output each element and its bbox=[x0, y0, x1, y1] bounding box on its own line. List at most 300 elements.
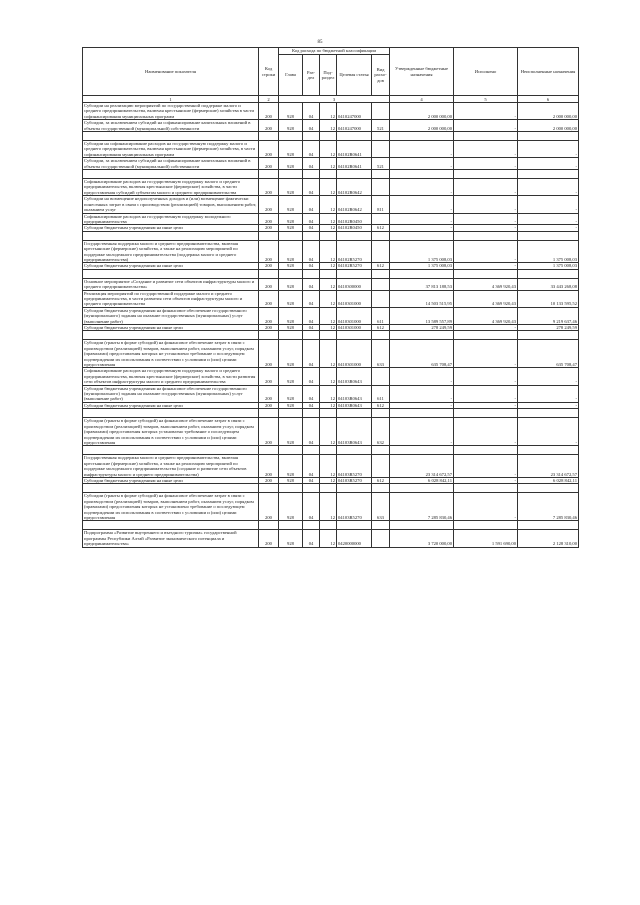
spacer-cell bbox=[259, 446, 279, 455]
spacer-cell bbox=[279, 231, 303, 240]
spacer-cell bbox=[390, 331, 454, 340]
razdel-code: 04 bbox=[303, 225, 320, 231]
spacer-cell bbox=[390, 170, 454, 179]
table-row bbox=[83, 158, 579, 170]
approved-amount: - bbox=[390, 213, 454, 225]
table-row bbox=[83, 493, 579, 521]
header-executed: Исполнено bbox=[454, 48, 518, 96]
spacer-cell bbox=[279, 446, 303, 455]
spacer-cell bbox=[279, 269, 303, 278]
row-code: 200 bbox=[259, 141, 279, 158]
row-code: 200 bbox=[259, 325, 279, 331]
target-article: 04102R5270 bbox=[337, 263, 372, 269]
unexecuted-amount: 9 219 637,46 bbox=[518, 307, 579, 324]
executed-amount: - bbox=[454, 158, 518, 170]
row-code: 200 bbox=[259, 263, 279, 269]
spacer-cell bbox=[454, 446, 518, 455]
executed-amount: - bbox=[454, 340, 518, 368]
razdel-code: 04 bbox=[303, 263, 320, 269]
spacer-cell bbox=[337, 521, 372, 530]
podrazdel-code: 12 bbox=[320, 385, 337, 402]
razdel-code: 04 bbox=[303, 307, 320, 324]
indicator-name: Субсидии (гранты в форме субсидий) на финансовое обеспечение затрат в связи с производством (реализацией) товаров, выполнением работ, оказанием услуг, порядком (правилами) предоставления которых не установлено требование о последующем подтверждении их использования в соответствии с условиями и (или) целями предоставления bbox=[83, 493, 259, 521]
unexecuted-amount: 2 000 000,00 bbox=[518, 103, 579, 120]
spacer-cell bbox=[390, 132, 454, 141]
unexecuted-amount: 635 708,47 bbox=[518, 340, 579, 368]
spacer-cell bbox=[372, 446, 390, 455]
spacer-cell bbox=[279, 170, 303, 179]
approved-amount: 23 314 672,57 bbox=[390, 455, 454, 478]
spacer-cell bbox=[372, 521, 390, 530]
expense-type: 632 bbox=[372, 418, 390, 446]
approved-amount: 1 375 008,03 bbox=[390, 263, 454, 269]
glava-code: 928 bbox=[279, 385, 303, 402]
indicator-name: Государственная поддержка малого и среднего предпринимательства, включая крестьянские (фермерские) хозяйства, а также на реализацию мероприятий по поддержке молодежного предпринимательства (поддержка малого и среднего предпринимательства) bbox=[83, 240, 259, 263]
indicator-name: Реализация мероприятий по государственной поддержке малого и среднего предпринимательства, в части развития сети объектов инфраструктуры малого и среднего предпринимательства bbox=[83, 290, 259, 307]
spacer-cell bbox=[390, 231, 454, 240]
spacer-cell bbox=[259, 521, 279, 530]
spacer-cell bbox=[303, 521, 320, 530]
spacer-cell bbox=[320, 446, 337, 455]
table-row bbox=[83, 368, 579, 385]
spacer-cell bbox=[518, 409, 579, 418]
razdel-code: 04 bbox=[303, 196, 320, 213]
target-article: 0410301000 bbox=[337, 340, 372, 368]
approved-amount: 635 708,47 bbox=[390, 340, 454, 368]
glava-code: 928 bbox=[279, 179, 303, 196]
razdel-code: 04 bbox=[303, 477, 320, 483]
unexecuted-amount: 2 128 310,00 bbox=[518, 530, 579, 547]
expense-type bbox=[372, 278, 390, 290]
podrazdel-code: 12 bbox=[320, 455, 337, 478]
target-article: 04102R0450 bbox=[337, 225, 372, 231]
target-article: 04102R0450 bbox=[337, 213, 372, 225]
podrazdel-code: 12 bbox=[320, 196, 337, 213]
indicator-name: Софинансирование расходов на государственную поддержку малого и среднего предпринимательства, включая крестьянские (фермерские) хозяйства, в части предоставления субсидий субъектам малого и среднего предпринимательства bbox=[83, 179, 259, 196]
target-article: 04103R0643 bbox=[337, 368, 372, 385]
unexecuted-amount: - bbox=[518, 213, 579, 225]
spacer-cell bbox=[83, 484, 259, 493]
target-article: 04103R5270 bbox=[337, 477, 372, 483]
header-approved: Утвержденные бюджетные назначения bbox=[390, 48, 454, 96]
razdel-code: 04 bbox=[303, 455, 320, 478]
spacer-cell bbox=[390, 446, 454, 455]
target-article: 04103R0643 bbox=[337, 402, 372, 408]
spacer-row bbox=[83, 409, 579, 418]
spacer-cell bbox=[303, 269, 320, 278]
podrazdel-code: 12 bbox=[320, 418, 337, 446]
razdel-code: 04 bbox=[303, 103, 320, 120]
razdel-code: 04 bbox=[303, 493, 320, 521]
glava-code: 928 bbox=[279, 141, 303, 158]
header-target-article: Целевая статья bbox=[337, 55, 372, 96]
expense-type bbox=[372, 240, 390, 263]
expense-type bbox=[372, 213, 390, 225]
unexecuted-amount: - bbox=[518, 179, 579, 196]
header-unexecuted: Неисполненные назначения bbox=[518, 48, 579, 96]
target-article: 04102R0641 bbox=[337, 141, 372, 158]
row-code: 200 bbox=[259, 103, 279, 120]
spacer-cell bbox=[259, 409, 279, 418]
indicator-name: Субсидии бюджетным учреждениям на финансовое обеспечение государственного (муниципального) задания на оказание государственных (муниципальных) услуг (выполнение работ) bbox=[83, 385, 259, 402]
razdel-code: 04 bbox=[303, 418, 320, 446]
approved-amount: - bbox=[390, 158, 454, 170]
spacer-cell bbox=[303, 231, 320, 240]
unexecuted-amount: 1 375 008,03 bbox=[518, 240, 579, 263]
spacer-row bbox=[83, 132, 579, 141]
spacer-cell bbox=[279, 409, 303, 418]
column-number: 1 bbox=[83, 96, 259, 103]
approved-amount: - bbox=[390, 179, 454, 196]
podrazdel-code: 12 bbox=[320, 225, 337, 231]
header-row-code: Код строки bbox=[259, 48, 279, 96]
row-code: 200 bbox=[259, 213, 279, 225]
executed-amount: - bbox=[454, 179, 518, 196]
table-row bbox=[83, 141, 579, 158]
podrazdel-code: 12 bbox=[320, 158, 337, 170]
spacer-cell bbox=[518, 231, 579, 240]
expense-type: 521 bbox=[372, 120, 390, 132]
spacer-row bbox=[83, 484, 579, 493]
table-row bbox=[83, 385, 579, 402]
glava-code: 928 bbox=[279, 263, 303, 269]
glava-code: 928 bbox=[279, 340, 303, 368]
target-article: 04102R0642 bbox=[337, 179, 372, 196]
unexecuted-amount: - bbox=[518, 225, 579, 231]
approved-amount: - bbox=[390, 385, 454, 402]
spacer-cell bbox=[303, 484, 320, 493]
row-code: 200 bbox=[259, 307, 279, 324]
indicator-name: Субсидии на возмещение недополученных доходов и (или) возмещение фактически понесенных затрат в связи с производством (реализацией) товаров, выполнением работ, оказанием услуг bbox=[83, 196, 259, 213]
indicator-name: Субсидии, за исключением субсидий на софинансирование капитальных вложений в объекты государственной (муниципальной) собственности bbox=[83, 120, 259, 132]
podrazdel-code: 12 bbox=[320, 290, 337, 307]
unexecuted-amount: 33 443 268,08 bbox=[518, 278, 579, 290]
indicator-name: Субсидии бюджетным учреждениям на финансовое обеспечение государственного (муниципального) задания на оказание государственных (муниципальных) услуг (выполнение работ) bbox=[83, 307, 259, 324]
expense-type: 612 bbox=[372, 263, 390, 269]
spacer-cell bbox=[454, 132, 518, 141]
column-number: 6 bbox=[518, 96, 579, 103]
glava-code: 928 bbox=[279, 402, 303, 408]
indicator-name: Субсидии (гранты в форме субсидий) на финансовое обеспечение затрат в связи с производством (реализацией) товаров, выполнением работ, оказанием услуг, порядком (правилами) предоставления которых установлено требование о последующем подтверждении их использования в соответствии с условиями и (или) целями предоставления bbox=[83, 418, 259, 446]
unexecuted-amount: - bbox=[518, 368, 579, 385]
spacer-cell bbox=[320, 231, 337, 240]
indicator-name: Субсидии (гранты в форме субсидий) на финансовое обеспечение затрат в связи с производством (реализацией) товаров, выполнением работ, оказанием услуг, порядком (правилами) предоставления которых не установлено требование о последующем подтверждении их использования в соответствии с условиями и (или) целями предоставления bbox=[83, 340, 259, 368]
spacer-cell bbox=[320, 170, 337, 179]
unexecuted-amount: 1 375 008,03 bbox=[518, 263, 579, 269]
podrazdel-code: 12 bbox=[320, 141, 337, 158]
spacer-cell bbox=[320, 521, 337, 530]
spacer-cell bbox=[390, 269, 454, 278]
target-article: 04102R0642 bbox=[337, 196, 372, 213]
approved-amount: 278 249,59 bbox=[390, 325, 454, 331]
target-article: 0410301000 bbox=[337, 290, 372, 307]
indicator-name: Субсидии бюджетным учреждениям на иные цели bbox=[83, 225, 259, 231]
executed-amount: 4 369 920,43 bbox=[454, 307, 518, 324]
spacer-cell bbox=[337, 484, 372, 493]
column-number: 4 bbox=[390, 96, 454, 103]
expense-type bbox=[372, 455, 390, 478]
table-row bbox=[83, 530, 579, 547]
spacer-cell bbox=[279, 521, 303, 530]
glava-code: 928 bbox=[279, 196, 303, 213]
spacer-cell bbox=[337, 170, 372, 179]
expense-type bbox=[372, 290, 390, 307]
spacer-cell bbox=[303, 132, 320, 141]
approved-amount: 3 720 000,00 bbox=[390, 530, 454, 547]
spacer-cell bbox=[454, 231, 518, 240]
executed-amount: - bbox=[454, 402, 518, 408]
glava-code: 928 bbox=[279, 290, 303, 307]
target-article: 04102R5270 bbox=[337, 240, 372, 263]
razdel-code: 04 bbox=[303, 368, 320, 385]
spacer-cell bbox=[83, 409, 259, 418]
unexecuted-amount: 7 285 830,46 bbox=[518, 493, 579, 521]
executed-amount: - bbox=[454, 368, 518, 385]
target-article: 04103R5270 bbox=[337, 455, 372, 478]
row-code: 200 bbox=[259, 240, 279, 263]
spacer-cell bbox=[337, 132, 372, 141]
header-glava: Глава bbox=[279, 55, 303, 96]
spacer-cell bbox=[372, 484, 390, 493]
indicator-name: Государственная поддержка малого и среднего предпринимательства, включая крестьянские (фермерские) хозяйства, а также на реализацию мероприятий по поддержке молодежного предпринимательства (создание и развитие сети объектов инфраструктуры малого и среднего предпринимательства) bbox=[83, 455, 259, 478]
executed-amount: - bbox=[454, 455, 518, 478]
executed-amount: - bbox=[454, 477, 518, 483]
expense-type: 633 bbox=[372, 340, 390, 368]
razdel-code: 04 bbox=[303, 120, 320, 132]
executed-amount: - bbox=[454, 103, 518, 120]
table-row bbox=[83, 196, 579, 213]
indicator-name: Субсидии бюджетным учреждениям на иные цели bbox=[83, 263, 259, 269]
row-code: 200 bbox=[259, 418, 279, 446]
target-article: 04103R0643 bbox=[337, 418, 372, 446]
table-row bbox=[83, 340, 579, 368]
table-row bbox=[83, 455, 579, 478]
glava-code: 928 bbox=[279, 530, 303, 547]
unexecuted-amount: 2 000 000,00 bbox=[518, 120, 579, 132]
spacer-cell bbox=[83, 446, 259, 455]
unexecuted-amount: - bbox=[518, 385, 579, 402]
indicator-name: Подпрограмма «Развитие внутреннего и въездного туризма» государственной программы Республики Алтай «Развитие экономического потенциала и предпринимательства» bbox=[83, 530, 259, 547]
row-code: 200 bbox=[259, 179, 279, 196]
target-article: 0410300000 bbox=[337, 278, 372, 290]
column-number: 3 bbox=[279, 96, 390, 103]
target-article: 0410301000 bbox=[337, 325, 372, 331]
spacer-cell bbox=[518, 521, 579, 530]
spacer-cell bbox=[303, 331, 320, 340]
spacer-row bbox=[83, 521, 579, 530]
header-podrazdel: Под-раздел bbox=[320, 55, 337, 96]
expense-type bbox=[372, 530, 390, 547]
header-indicator: Наименование показателя bbox=[83, 48, 259, 96]
razdel-code: 04 bbox=[303, 530, 320, 547]
glava-code: 928 bbox=[279, 103, 303, 120]
unexecuted-amount: 6 028 842,11 bbox=[518, 477, 579, 483]
spacer-row bbox=[83, 446, 579, 455]
spacer-cell bbox=[303, 409, 320, 418]
spacer-cell bbox=[454, 484, 518, 493]
glava-code: 928 bbox=[279, 278, 303, 290]
table-row bbox=[83, 179, 579, 196]
approved-amount: 1 375 008,03 bbox=[390, 240, 454, 263]
spacer-cell bbox=[259, 269, 279, 278]
table-row bbox=[83, 418, 579, 446]
approved-amount: 37 813 188,53 bbox=[390, 278, 454, 290]
spacer-cell bbox=[83, 269, 259, 278]
spacer-cell bbox=[372, 331, 390, 340]
indicator-name: Субсидии на реализацию мероприятий по государственной поддержке малого и среднего предпринимательства, включая крестьянские (фермерские) хозяйства в части софинансирования муниципальных программ bbox=[83, 103, 259, 120]
spacer-cell bbox=[83, 231, 259, 240]
razdel-code: 04 bbox=[303, 278, 320, 290]
spacer-cell bbox=[320, 269, 337, 278]
budget-execution-table bbox=[82, 47, 579, 548]
spacer-cell bbox=[372, 269, 390, 278]
spacer-cell bbox=[83, 132, 259, 141]
spacer-cell bbox=[279, 331, 303, 340]
executed-amount: - bbox=[454, 225, 518, 231]
razdel-code: 04 bbox=[303, 402, 320, 408]
podrazdel-code: 12 bbox=[320, 340, 337, 368]
table-row bbox=[83, 240, 579, 263]
row-code: 200 bbox=[259, 530, 279, 547]
executed-amount: - bbox=[454, 493, 518, 521]
spacer-cell bbox=[372, 170, 390, 179]
expense-type: 811 bbox=[372, 196, 390, 213]
glava-code: 928 bbox=[279, 213, 303, 225]
row-code: 200 bbox=[259, 290, 279, 307]
spacer-cell bbox=[454, 521, 518, 530]
executed-amount: - bbox=[454, 141, 518, 158]
podrazdel-code: 12 bbox=[320, 179, 337, 196]
glava-code: 928 bbox=[279, 368, 303, 385]
expense-type bbox=[372, 141, 390, 158]
unexecuted-amount: - bbox=[518, 196, 579, 213]
spacer-cell bbox=[259, 231, 279, 240]
row-code: 200 bbox=[259, 120, 279, 132]
row-code: 200 bbox=[259, 278, 279, 290]
glava-code: 928 bbox=[279, 120, 303, 132]
indicator-name: Субсидии, за исключением субсидий на софинансирование капитальных вложений в объекты государственной (муниципальной) собственности bbox=[83, 158, 259, 170]
approved-amount: - bbox=[390, 418, 454, 446]
target-article: 04103R0643 bbox=[337, 385, 372, 402]
row-code: 200 bbox=[259, 368, 279, 385]
target-article: 04102R0641 bbox=[337, 158, 372, 170]
approved-amount: 2 000 000,00 bbox=[390, 103, 454, 120]
expense-type bbox=[372, 179, 390, 196]
podrazdel-code: 12 bbox=[320, 263, 337, 269]
spacer-cell bbox=[279, 132, 303, 141]
expense-type: 521 bbox=[372, 158, 390, 170]
spacer-cell bbox=[303, 170, 320, 179]
table-row bbox=[83, 307, 579, 324]
executed-amount: - bbox=[454, 325, 518, 331]
executed-amount: 1 591 690,00 bbox=[454, 530, 518, 547]
razdel-code: 04 bbox=[303, 141, 320, 158]
indicator-name: Софинансирование расходов на государственную поддержку молодежного предпринимательства bbox=[83, 213, 259, 225]
row-code: 200 bbox=[259, 340, 279, 368]
executed-amount: - bbox=[454, 263, 518, 269]
spacer-cell bbox=[518, 269, 579, 278]
glava-code: 928 bbox=[279, 225, 303, 231]
table-row bbox=[83, 290, 579, 307]
spacer-cell bbox=[454, 269, 518, 278]
indicator-name: Субсидии на софинансирование расходов на государственную поддержку малого и среднего предпринимательства, включая крестьянские (фермерские) хозяйства, в части софинансирования муниципальных программ bbox=[83, 141, 259, 158]
row-code: 200 bbox=[259, 402, 279, 408]
executed-amount: 4 369 920,43 bbox=[454, 278, 518, 290]
executed-amount: - bbox=[454, 385, 518, 402]
unexecuted-amount: - bbox=[518, 158, 579, 170]
approved-amount: - bbox=[390, 225, 454, 231]
indicator-name: Субсидии бюджетным учреждениям на иные цели bbox=[83, 402, 259, 408]
spacer-cell bbox=[390, 409, 454, 418]
unexecuted-amount: - bbox=[518, 141, 579, 158]
spacer-cell bbox=[518, 331, 579, 340]
spacer-cell bbox=[83, 331, 259, 340]
header-classification: Код расхода по бюджетной классификации bbox=[279, 48, 390, 55]
glava-code: 928 bbox=[279, 493, 303, 521]
approved-amount: 7 285 830,46 bbox=[390, 493, 454, 521]
glava-code: 928 bbox=[279, 158, 303, 170]
spacer-cell bbox=[390, 484, 454, 493]
executed-amount: 4 369 920,43 bbox=[454, 290, 518, 307]
spacer-row bbox=[83, 269, 579, 278]
executed-amount: - bbox=[454, 418, 518, 446]
table-body bbox=[83, 103, 579, 548]
row-code: 200 bbox=[259, 158, 279, 170]
target-article: 0410247000 bbox=[337, 120, 372, 132]
unexecuted-amount: 278 249,59 bbox=[518, 325, 579, 331]
spacer-cell bbox=[259, 484, 279, 493]
podrazdel-code: 12 bbox=[320, 530, 337, 547]
target-article: 0420000000 bbox=[337, 530, 372, 547]
podrazdel-code: 12 bbox=[320, 240, 337, 263]
spacer-cell bbox=[372, 132, 390, 141]
executed-amount: - bbox=[454, 120, 518, 132]
spacer-cell bbox=[337, 331, 372, 340]
table-row bbox=[83, 120, 579, 132]
podrazdel-code: 12 bbox=[320, 493, 337, 521]
razdel-code: 04 bbox=[303, 179, 320, 196]
target-article: 04103R5270 bbox=[337, 493, 372, 521]
page-number: 85 bbox=[317, 40, 323, 45]
column-number: 2 bbox=[259, 96, 279, 103]
glava-code: 928 bbox=[279, 307, 303, 324]
row-code: 200 bbox=[259, 477, 279, 483]
approved-amount: 6 028 842,11 bbox=[390, 477, 454, 483]
indicator-name: Субсидии бюджетным учреждениям на иные цели bbox=[83, 325, 259, 331]
podrazdel-code: 12 bbox=[320, 477, 337, 483]
spacer-cell bbox=[320, 409, 337, 418]
expense-type: 612 bbox=[372, 477, 390, 483]
spacer-cell bbox=[454, 331, 518, 340]
approved-amount: 14 503 515,95 bbox=[390, 290, 454, 307]
spacer-cell bbox=[259, 132, 279, 141]
spacer-row bbox=[83, 170, 579, 179]
target-article: 0410247000 bbox=[337, 103, 372, 120]
razdel-code: 04 bbox=[303, 240, 320, 263]
podrazdel-code: 12 bbox=[320, 278, 337, 290]
spacer-row bbox=[83, 331, 579, 340]
spacer-cell bbox=[518, 170, 579, 179]
podrazdel-code: 12 bbox=[320, 307, 337, 324]
spacer-cell bbox=[372, 409, 390, 418]
spacer-row bbox=[83, 231, 579, 240]
spacer-cell bbox=[372, 231, 390, 240]
podrazdel-code: 12 bbox=[320, 103, 337, 120]
razdel-code: 04 bbox=[303, 158, 320, 170]
razdel-code: 04 bbox=[303, 340, 320, 368]
table-row bbox=[83, 278, 579, 290]
spacer-cell bbox=[390, 521, 454, 530]
